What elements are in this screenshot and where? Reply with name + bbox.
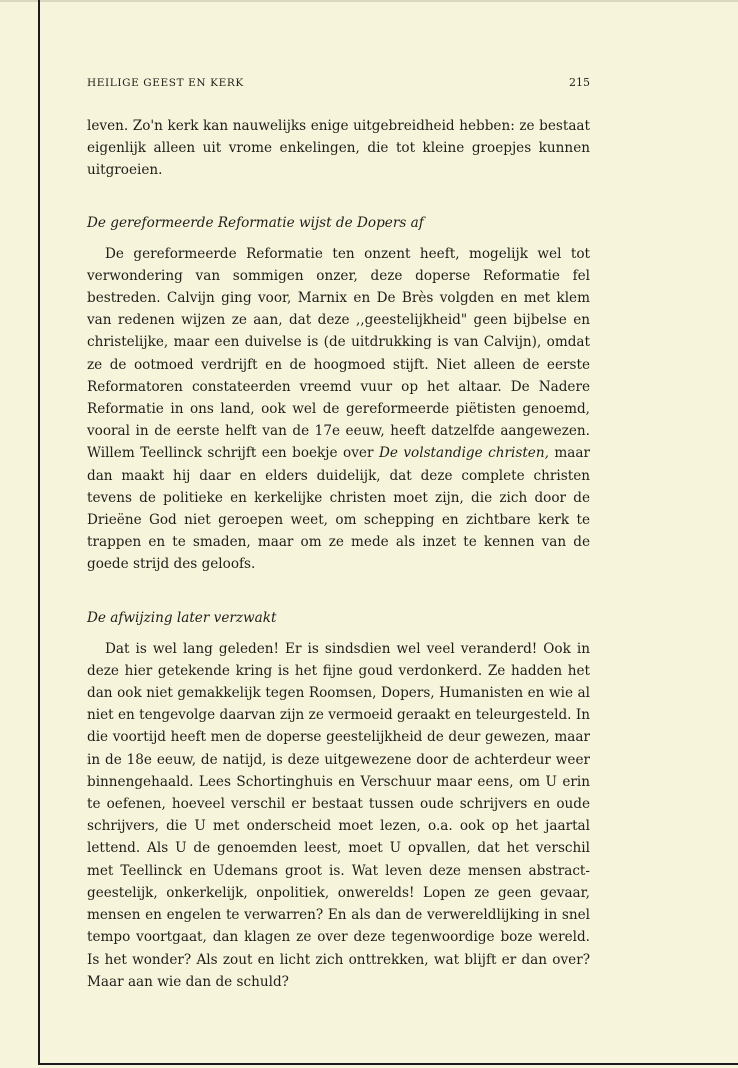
opening-paragraph: leven. Zo'n kerk kan nauwelijks enige uitgebreidheid hebben: ze bestaat eigenlijk alleen uit vrome enkelingen, die tot kleine groepjes kunnen uitgroeien. <box>87 118 590 179</box>
page-top-edge <box>0 0 738 2</box>
page-number: 215 <box>569 76 590 89</box>
book-title: De volstandige christen, <box>378 445 549 462</box>
running-head-title: HEILIGE GEEST EN KERK <box>87 77 244 89</box>
paragraph-text-part-1: De gereformeerde Reformatie ten onzent heeft, mogelijk wel tot verwondering van sommigen onzer, deze doperse Reformatie fel bestreden. Calvijn ging voor, Marnix en De Brès volgden en met klem van redenen wijzen ze aan, dat deze ,,geestelijkheid" geen bijbelse en christelijke, maar een duivelse is (de uitdrukking is van Calvijn), omdat ze de ootmoed verdrijft en de hoogmoed stijft. Niet alleen de eerste Reformatoren constateerden vreemd vuur op het altaar. De Nadere Reformatie in ons land, ook wel de gereformeerde piëtisten genoemd, vooral in de eerste helft van de 17e eeuw, heeft datzelfde aangewezen. Willem Teellinck schrijft een boekje over <box>87 245 590 462</box>
book-page <box>87 76 590 993</box>
page-left-border <box>38 0 40 1064</box>
section-heading-reformatie: De gereformeerde Reformatie wijst de Dopers af <box>87 214 424 231</box>
section-heading-afwijzing: De afwijzing later verzwakt <box>87 609 277 626</box>
running-head <box>87 76 590 96</box>
paragraph-text-part-2: maar dan maakt hij daar en elders duidelijk, dat deze complete christen tevens de politieke en kerkelijke christen moet zijn, die zich door de Drieëne God niet geroepen weet, om schepping en zichtbare kerk te trappen en te smaden, maar om ze mede als inzet te kennen van de goede strijd des geloofs. <box>87 445 591 573</box>
page-bottom-border <box>38 1063 738 1065</box>
section-paragraph-afwijzing: Dat is wel lang geleden! Er is sindsdien wel veel veranderd! Ook in deze hier getekende kring is het fijne goud verdonkerd. Ze hadden het dan ook niet gemakkelijk tegen Roomsen, Dopers, Humanisten en wie al niet en tengevolge daarvan zijn ze vermoeid geraakt en teleurgesteld. In die voortijd heeft men de doperse geestelijkheid de deur gewezen, maar in de 18e eeuw, de natijd, is deze uitgewezene door de achterdeur weer binnengehaald. Lees Schortinghuis en Verschuur maar eens, om U erin te oefenen, hoeveel verschil er bestaat tussen oude schrijvers en oude schrijvers, die U met onderscheid moet lezen, o.a. ook op het jaartal lettend. Als U de genoemden leest, moet U opvallen, dat het verschil met Teellinck en Udemans groot is. Wat leven deze mensen abstract-geestelijk, onkerkelijk, onpolitiek, onwerelds! Lopen ze geen gevaar, mensen en engelen te verwarren? En als dan de verwereldlijking in snel tempo voortgaat, dan klagen ze over deze tegenwoordige boze wereld. Is het wonder? Als zout en licht zich onttrekken, wat blijft er dan over? Maar aan wie dan de schuld? <box>87 640 590 990</box>
section-paragraph-reformatie <box>87 243 590 576</box>
